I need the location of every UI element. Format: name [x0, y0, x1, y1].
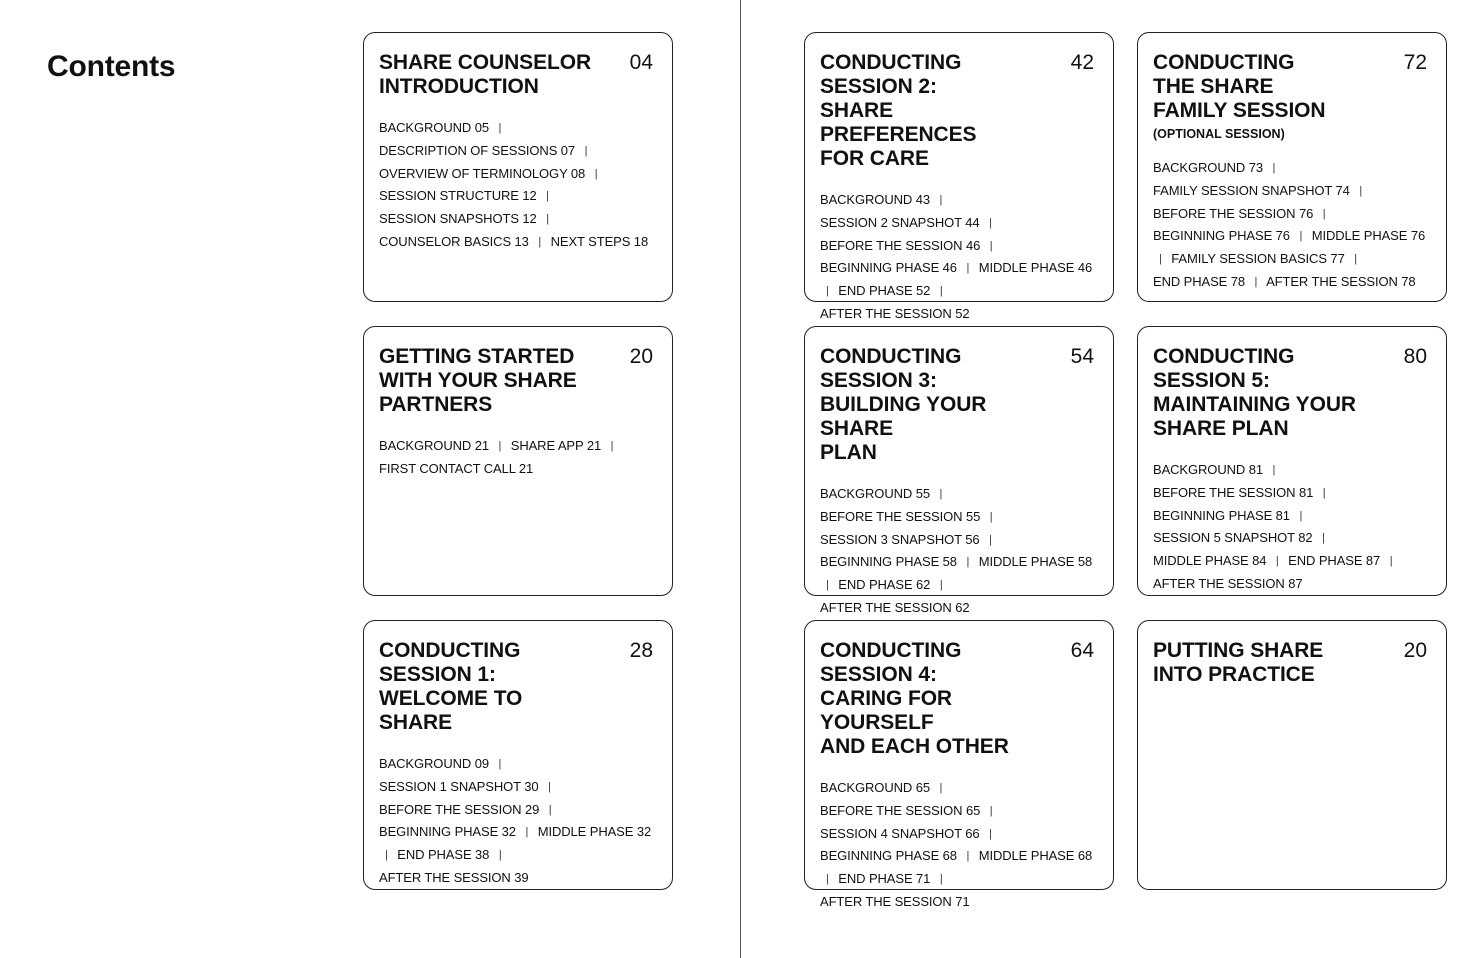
toc-card-counselor-introduction[interactable]: [363, 32, 673, 302]
separator: |: [989, 827, 992, 840]
toc-entry[interactable]: BEFORE THE SESSION 55: [820, 508, 981, 524]
separator: |: [939, 873, 943, 886]
toc-entry[interactable]: BACKGROUND 05: [379, 120, 489, 135]
toc-entry[interactable]: AFTER THE SESSION 39: [379, 869, 529, 885]
toc-card-session-1[interactable]: [363, 620, 673, 890]
toc-entry[interactable]: END PHASE 78: [1153, 273, 1246, 289]
separator: |: [826, 285, 829, 298]
toc-card-session-5[interactable]: [1137, 326, 1447, 596]
toc-card-session-2[interactable]: [804, 32, 1114, 321]
toc-entry[interactable]: DESCRIPTION OF SESSIONS 07: [379, 142, 576, 158]
toc-entry[interactable]: END PHASE 52: [838, 283, 931, 299]
toc-entry[interactable]: FAMILY SESSION BASICS 77: [1171, 251, 1345, 267]
card-page-number: 20: [1403, 639, 1427, 662]
toc-entry[interactable]: SESSION 3 SNAPSHOT 56: [820, 531, 980, 547]
card-page-number: 28: [629, 639, 653, 662]
toc-entry[interactable]: AFTER THE SESSION 87: [1153, 575, 1303, 591]
toc-entry[interactable]: AFTER THE SESSION 62: [820, 599, 970, 615]
separator: |: [989, 510, 993, 523]
separator: |: [525, 826, 529, 839]
toc-entry[interactable]: BEFORE THE SESSION 65: [820, 802, 981, 818]
separator: |: [966, 850, 970, 863]
toc-entry[interactable]: BEGINNING PHASE 58: [820, 554, 957, 570]
toc-entry[interactable]: BEGINNING PHASE 68: [820, 848, 957, 864]
toc-card-session-3[interactable]: [804, 326, 1114, 615]
toc-entry[interactable]: BACKGROUND 81: [1153, 462, 1263, 477]
toc-entry[interactable]: BACKGROUND 43: [820, 192, 930, 207]
card-page-number: 80: [1403, 345, 1427, 368]
toc-entry[interactable]: MIDDLE PHASE 32: [537, 824, 652, 840]
separator: |: [498, 122, 502, 134]
toc-card-family-session[interactable]: [1137, 32, 1447, 302]
separator: |: [385, 849, 388, 862]
separator: |: [939, 285, 943, 298]
toc-entry[interactable]: SESSION 2 SNAPSHOT 44: [820, 214, 980, 230]
separator: |: [939, 579, 943, 592]
card-title: GETTING STARTED WITH YOUR SHARE PARTNERS: [379, 345, 577, 416]
toc-entry[interactable]: BEGINNING PHASE 81: [1153, 507, 1290, 523]
toc-entry[interactable]: NEXT STEPS 18: [550, 233, 649, 249]
toc-card-getting-started[interactable]: [363, 326, 673, 596]
card-head: [379, 51, 656, 99]
separator: |: [610, 440, 614, 452]
toc-entry[interactable]: MIDDLE PHASE 68: [978, 848, 1093, 864]
card-title: CONDUCTING SESSION 5: MAINTAINING YOUR SHARE PLAN: [1153, 345, 1356, 440]
toc-entry[interactable]: END PHASE 62: [838, 577, 931, 593]
separator: |: [1389, 555, 1393, 568]
toc-entry[interactable]: MIDDLE PHASE 84: [1153, 553, 1267, 569]
card-subtitle: (OPTIONAL SESSION): [1153, 127, 1285, 141]
card-items: [1153, 459, 1430, 595]
card-head: [379, 639, 656, 735]
card-title: CONDUCTING SESSION 3: BUILDING YOUR SHARE PLAN: [820, 345, 987, 464]
separator: |: [939, 488, 943, 500]
toc-entry[interactable]: MIDDLE PHASE 76: [1311, 228, 1426, 244]
card-head: [1153, 51, 1430, 123]
toc-entry[interactable]: BEGINNING PHASE 32: [379, 824, 516, 840]
card-title: CONDUCTING SESSION 1: WELCOME TO SHARE: [379, 639, 523, 734]
card-page-number: 72: [1403, 51, 1427, 74]
separator: |: [538, 235, 542, 248]
separator: |: [1299, 509, 1303, 522]
separator: |: [548, 780, 551, 793]
card-head: [820, 639, 1097, 759]
toc-entry[interactable]: COUNSELOR BASICS 13: [379, 233, 529, 249]
card-title: PUTTING SHARE INTO PRACTICE: [1153, 639, 1324, 686]
toc-entry[interactable]: BACKGROUND 73: [1153, 160, 1263, 175]
separator: |: [1299, 230, 1303, 243]
separator: |: [498, 758, 502, 770]
toc-entry[interactable]: AFTER THE SESSION 71: [820, 893, 970, 909]
toc-entry[interactable]: FIRST CONTACT CALL 21: [379, 460, 534, 476]
card-head: [1153, 345, 1430, 441]
toc-entry[interactable]: BEFORE THE SESSION 46: [820, 237, 981, 253]
separator: |: [989, 533, 992, 546]
card-head: [820, 345, 1097, 465]
toc-entry[interactable]: MIDDLE PHASE 58: [978, 554, 1093, 570]
card-title: CONDUCTING THE SHARE FAMILY SESSION: [1153, 51, 1326, 122]
card-items: [820, 483, 1097, 619]
toc-entry[interactable]: SESSION 4 SNAPSHOT 66: [820, 825, 980, 841]
separator: |: [989, 216, 992, 229]
toc-entry[interactable]: SESSION SNAPSHOTS 12: [379, 211, 537, 227]
separator: |: [1159, 253, 1162, 266]
separator: |: [546, 190, 549, 203]
toc-entry[interactable]: BACKGROUND 55: [820, 486, 930, 501]
separator: |: [1359, 184, 1363, 197]
toc-entry[interactable]: OVERVIEW OF TERMINOLOGY 08: [379, 165, 586, 181]
card-title: SHARE COUNSELOR INTRODUCTION: [379, 51, 592, 98]
toc-card-session-4[interactable]: [804, 620, 1114, 909]
card-page-number: 42: [1070, 51, 1094, 74]
toc-entry[interactable]: BEGINNING PHASE 76: [1153, 228, 1290, 244]
separator: |: [1272, 162, 1276, 174]
separator: |: [1275, 555, 1279, 568]
separator: |: [498, 440, 502, 452]
toc-entry[interactable]: SHARE APP 21: [510, 438, 602, 453]
toc-card-putting-into-practice[interactable]: [1137, 620, 1447, 890]
toc-entry[interactable]: MIDDLE PHASE 46: [978, 260, 1093, 276]
toc-entry[interactable]: SESSION STRUCTURE 12: [379, 188, 537, 204]
separator: |: [989, 804, 993, 817]
separator: |: [939, 194, 943, 206]
toc-entry[interactable]: BEFORE THE SESSION 76: [1153, 205, 1314, 221]
separator: |: [966, 262, 970, 275]
card-head: [820, 51, 1097, 171]
separator: |: [1354, 253, 1357, 266]
separator: |: [826, 873, 829, 886]
separator: |: [1322, 532, 1325, 545]
toc-entry[interactable]: END PHASE 38: [397, 847, 490, 863]
separator: |: [939, 782, 943, 794]
toc-entry[interactable]: BEFORE THE SESSION 29: [379, 801, 540, 817]
toc-entry[interactable]: BACKGROUND 21: [379, 438, 489, 453]
separator: |: [498, 849, 502, 862]
toc-entry[interactable]: BACKGROUND 65: [820, 780, 930, 795]
page-divider: [740, 0, 741, 958]
card-items: [820, 189, 1097, 325]
toc-entry[interactable]: FAMILY SESSION SNAPSHOT 74: [1153, 182, 1350, 198]
separator: |: [826, 579, 829, 592]
separator: |: [1322, 207, 1326, 220]
separator: |: [1254, 275, 1258, 288]
toc-entry[interactable]: END PHASE 71: [838, 871, 931, 887]
card-page-number: 20: [629, 345, 653, 368]
card-page-number: 64: [1070, 639, 1094, 662]
separator: |: [966, 556, 970, 569]
card-items: [379, 117, 656, 254]
separator: |: [1272, 464, 1276, 476]
card-title: CONDUCTING SESSION 2: SHARE PREFERENCES FOR CARE: [820, 51, 977, 170]
card-items: [1153, 157, 1430, 294]
card-items: [379, 753, 656, 889]
card-page-number: 04: [629, 51, 653, 74]
card-title: CONDUCTING SESSION 4: CARING FOR YOURSELF AND EACH OTHER: [820, 639, 1009, 758]
separator: |: [584, 144, 588, 157]
card-items: [820, 777, 1097, 913]
toc-entry[interactable]: AFTER THE SESSION 78: [1266, 273, 1416, 289]
toc-entry[interactable]: SESSION 5 SNAPSHOT 82: [1153, 530, 1313, 546]
separator: |: [548, 803, 552, 816]
separator: |: [989, 239, 993, 252]
separator: |: [594, 167, 598, 180]
toc-entry[interactable]: BACKGROUND 09: [379, 756, 489, 771]
toc-entry[interactable]: BEFORE THE SESSION 81: [1153, 484, 1314, 500]
separator: |: [1322, 486, 1326, 499]
toc-entry[interactable]: BEGINNING PHASE 46: [820, 260, 957, 276]
toc-entry[interactable]: SESSION 1 SNAPSHOT 30: [379, 778, 539, 794]
toc-entry[interactable]: AFTER THE SESSION 52: [820, 305, 970, 321]
card-items: [379, 435, 656, 480]
page-title: Contents: [47, 50, 176, 83]
card-head: [379, 345, 656, 417]
card-page-number: 54: [1070, 345, 1094, 368]
separator: |: [546, 213, 549, 226]
toc-entry[interactable]: END PHASE 87: [1288, 553, 1381, 569]
card-head: [1153, 639, 1430, 687]
